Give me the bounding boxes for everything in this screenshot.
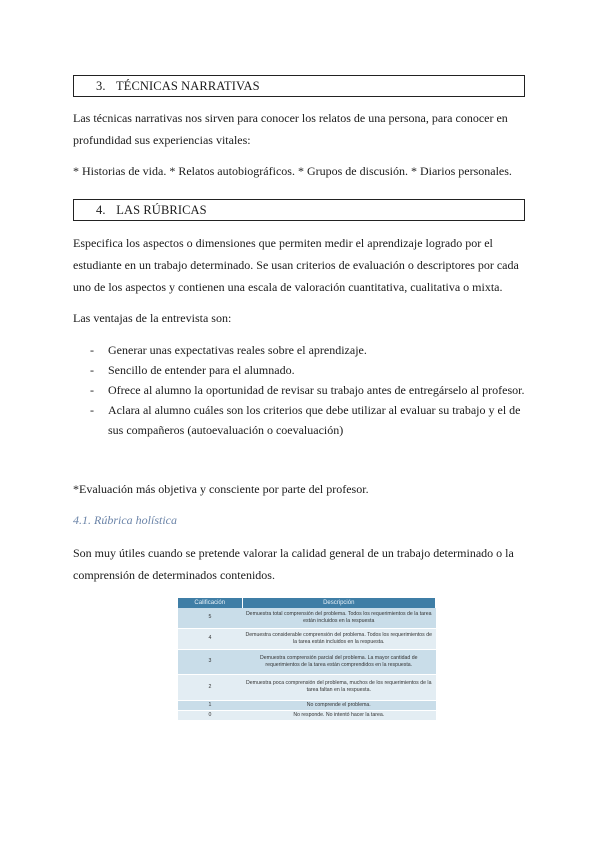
- rubric-header-row: [178, 598, 436, 608]
- grade-cell: 3: [178, 649, 242, 674]
- section-4-paragraph: Especifica los aspectos o dimensiones que permiten medir el aprendizaje logrado por el estudiante en un trabajo determinado. Se usan criterios de evaluación o descriptores por cada uno de los aspectos y contienen una escala de valoración cuantitativa, cualitativa o mixta.: [73, 236, 519, 294]
- table-row: [178, 700, 436, 710]
- section-3-heading: [73, 75, 525, 97]
- header-description: Descripción: [242, 598, 436, 608]
- rubric-table: [178, 598, 436, 721]
- evaluation-note: *Evaluación más objetiva y consciente por parte del profesor.: [73, 482, 369, 496]
- subsection-4-1-title: 4.1. Rúbrica holística: [73, 513, 177, 527]
- advantages-list: [73, 340, 528, 440]
- list-item: - Ofrece al alumno la oportunidad de revisar su trabajo antes de entregárselo al profesor.: [90, 383, 525, 397]
- description-cell: Demuestra considerable comprensión del problema. Todos los requerimientos de la tarea están incluidos en la respuesta.: [242, 628, 436, 649]
- list-item: - Generar unas expectativas reales sobre el aprendizaje.: [90, 343, 367, 357]
- grade-cell: 2: [178, 674, 242, 700]
- table-row: [178, 608, 436, 628]
- table-row: [178, 628, 436, 649]
- section-3-title: TÉCNICAS NARRATIVAS: [116, 79, 260, 93]
- techniques-list: * Historias de vida. * Relatos autobiográficos. * Grupos de discusión. * Diarios personales.: [73, 164, 512, 178]
- subsection-4-1-paragraph: Son muy útiles cuando se pretende valorar la calidad general de un trabajo determinado o la comprensión de determinados contenidos.: [73, 546, 514, 582]
- section-4-heading: [73, 199, 525, 221]
- list-item: - Sencillo de entender para el alumnado.: [90, 363, 295, 377]
- section-4-number: 4.: [96, 203, 106, 217]
- header-grade: Calificación: [178, 598, 242, 608]
- grade-cell: 5: [178, 608, 242, 628]
- description-cell: Demuestra comprensión parcial del problema. La mayor cantidad de requerimientos de la tarea están comprendidos en la respuesta.: [242, 649, 436, 674]
- description-cell: Demuestra total comprensión del problema. Todos los requerimientos de la tarea están incluidos en la respuesta: [242, 608, 436, 628]
- description-cell: Demuestra poca comprensión del problema, muchos de los requerimientos de la tarea faltan en la respuesta.: [242, 674, 436, 700]
- advantages-intro: Las ventajas de la entrevista son:: [73, 311, 232, 325]
- grade-cell: 4: [178, 628, 242, 649]
- section-4-title: LAS RÚBRICAS: [116, 203, 207, 217]
- table-row: [178, 649, 436, 674]
- section-3-paragraph: Las técnicas narrativas nos sirven para conocer los relatos de una persona, para conocer en profundidad sus experiencias vitales:: [73, 111, 508, 147]
- list-item: - Aclara al alumno cuáles son los criterios que debe utilizar al evaluar su trabajo y el de sus compañeros (autoevaluación o coevaluación): [90, 403, 521, 437]
- table-row: [178, 674, 436, 700]
- description-cell: No comprende el problema.: [242, 700, 436, 710]
- section-3-number: 3.: [96, 79, 106, 93]
- description-cell: No responde. No intentó hacer la tarea.: [242, 710, 436, 720]
- grade-cell: 0: [178, 710, 242, 720]
- table-row: [178, 710, 436, 720]
- grade-cell: 1: [178, 700, 242, 710]
